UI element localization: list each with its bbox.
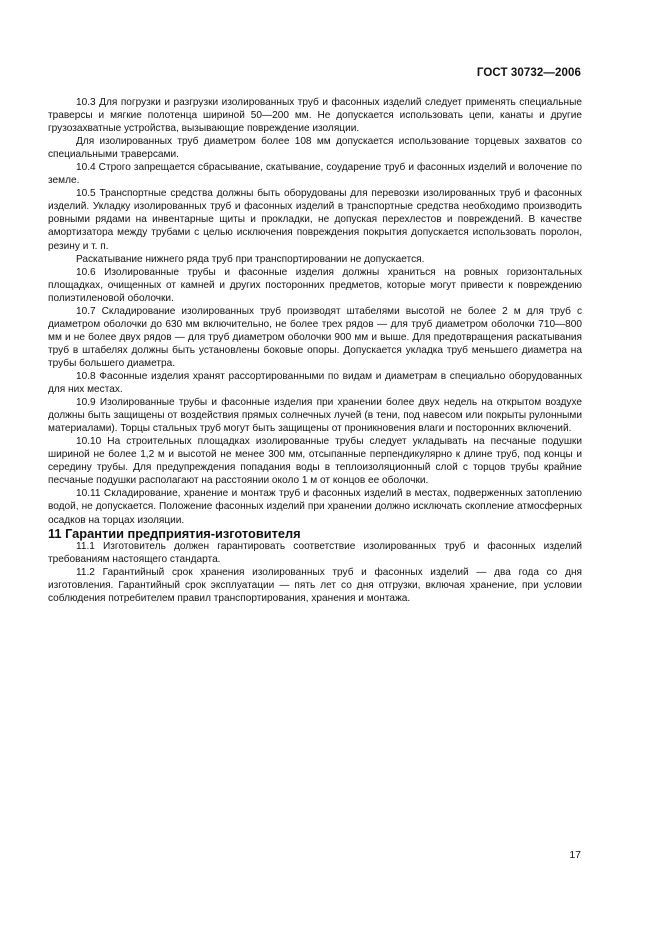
paragraph-10-3-note: Для изолированных труб диаметром более 108 мм допускается использование торцевых захватов со специальными траверсами.	[48, 136, 582, 161]
paragraph-10-3: 10.3 Для погрузки и разгрузки изолированных труб и фасонных изделий следует применять специальные траверсы и мягкие полотенца шириной 50—200 мм. Не допускается использовать цепи, канаты и другие грузозахватные устройства, вызывающие повреждение изоляции.	[48, 97, 582, 135]
paragraph-10-5-note: Раскатывание нижнего ряда труб при транспортировании не допускается.	[76, 253, 425, 265]
paragraph-10-8: 10.8 Фасонные изделия хранят рассортированными по видам и диаметрам в специально оборудованных для них местах.	[48, 370, 582, 396]
paragraph-10-9: 10.9 Изолированные трубы и фасонные изделия при хранении более двух недель на открытом воздухе должны быть защищены от воздействия прямых солнечных лучей (в тени, под навесом или покрыты рулонными материалами). Торцы стальных труб могут быть защищены от проникновения влаги и посторонних включений.	[48, 397, 582, 435]
paragraph-11-2: 11.2 Гарантийный срок хранения изолированных труб и фасонных изделий — два года со дня изготовления. Гарантийный срок эксплуатации — пять лет со дня отгрузки, включая хранение, при условии соблюдения потребителем правил транспортирования, хранения и монтажа.	[48, 566, 582, 604]
paragraph-11-1: 11.1 Изготовитель должен гарантировать соответствие изолированных труб и фасонных изделий требованиям настоящего стандарта.	[48, 540, 582, 565]
paragraph-10-7: 10.7 Складирование изолированных труб производят штабелями высотой не более 2 м для труб с диаметром оболочки до 630 мм включительно, не более трех рядов — для труб диаметром оболочки 710—800 мм и не более двух рядов — для труб диаметром оболочки 900 мм и выше. Для предотвращения раскатывания труб в штабелях должны быть установлены боковые опоры. Допускается укладка труб меньшего диаметра на трубы большего диаметра.	[48, 305, 582, 369]
paragraph-10-6: 10.6 Изолированные трубы и фасонные изделия должны храниться на ровных горизонтальных площадках, очищенных от камней и других посторонних предметов, которые могут привести к повреждению полиэтиленовой оболочки.	[48, 266, 582, 304]
document-body	[48, 96, 582, 605]
section-11-title: 11 Гарантии предприятия-изготовителя	[48, 525, 301, 541]
document-code-header: ГОСТ 30732—2006	[476, 67, 581, 79]
paragraph-10-4: 10.4 Строго запрещается сбрасывание, скатывание, соударение труб и фасонных изделий и волочение по земле.	[48, 162, 582, 187]
paragraph-10-10: 10.10 На строительных площадках изолированные трубы следует укладывать на песчаные подушки шириной не более 1,2 м и высотой не менее 300 мм, отсыпанные перпендикулярно к длине труб, под концы и середину трубы. Для предупреждения попадания воды в теплоизоляционный слой с торцов трубы крайние песчаные подушки располагают на расстоянии около 1 м от концов ее оболочки.	[48, 436, 582, 487]
page-number: 17	[569, 849, 581, 861]
paragraph-10-5: 10.5 Транспортные средства должны быть оборудованы для перевозки изолированных труб и фасонных изделий. Укладку изолированных труб и фасонных изделий в транспортные средства необходимо производить ровными рядами на инвентарные щиты и прокладки, не допуская перехлестов и повреждений. В качестве амортизатора между трубами с целью исключения повреждения покрытия допускается использовать поролон, резину и т. п.	[48, 188, 582, 252]
paragraph-10-11: 10.11 Складирование, хранение и монтаж труб и фасонных изделий в местах, подверженных затоплению водой, не допускается. Положение фасонных изделий при хранении должно исключать скопление атмосферных осадков на торцах изоляции.	[48, 488, 582, 526]
